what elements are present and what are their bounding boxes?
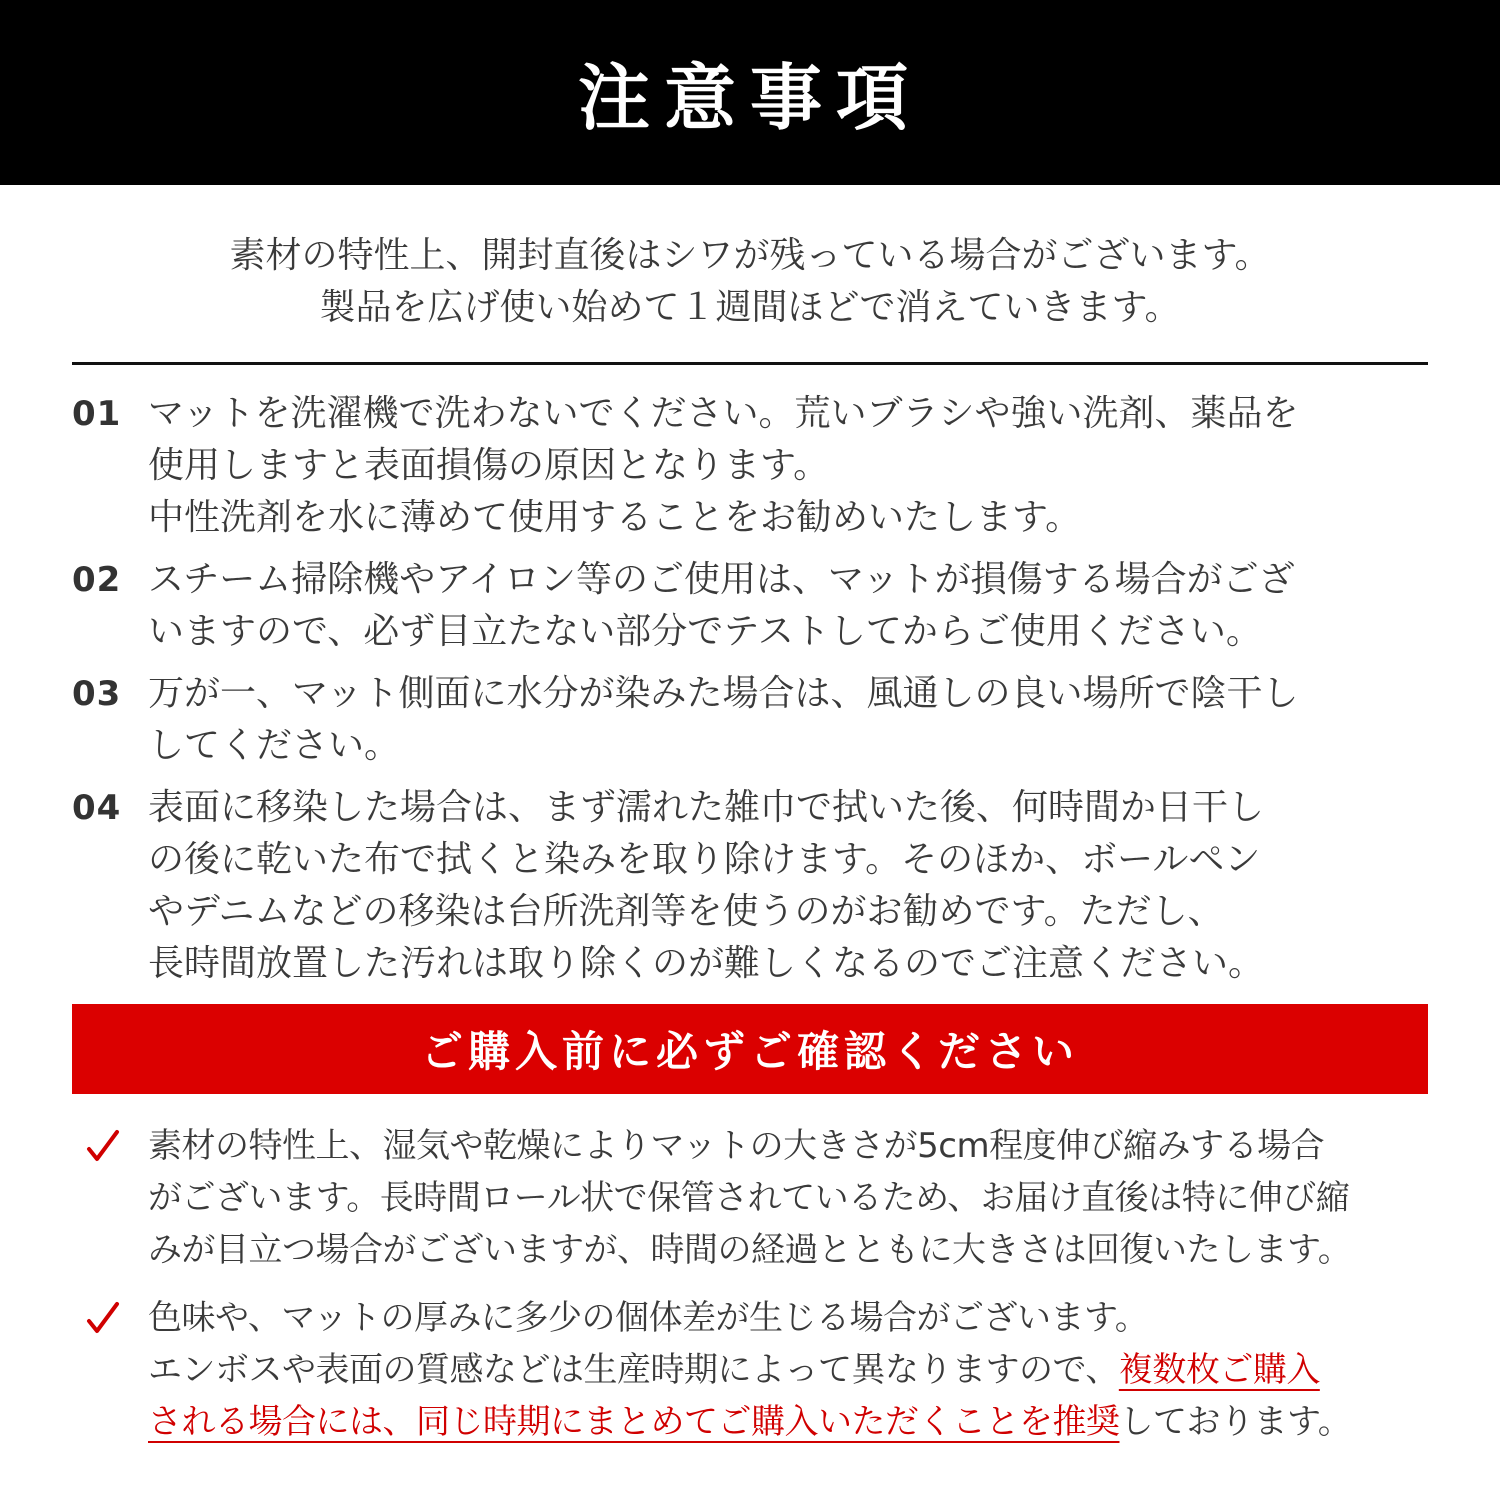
note-line: 長時間放置した汚れは取り除くのが難しくなるのでご注意ください。 [148, 943, 1265, 984]
confirm-banner [72, 1004, 1428, 1094]
note-number: 03 [72, 674, 122, 714]
note-line: してください。 [148, 725, 401, 766]
check-line: 色味や、マットの厚みに多少の個体差が生じる場合がございます。 [148, 1298, 1149, 1338]
notes-list [72, 388, 1442, 1000]
check-line [148, 1344, 1351, 1396]
intro-line: 素材の特性上、開封直後はシワが残っている場合がございます。 [229, 235, 1271, 276]
check-line-plain: しております。 [1119, 1402, 1352, 1442]
check-text [148, 1292, 1351, 1448]
note-number: 04 [72, 788, 122, 828]
intro-text [0, 230, 1500, 334]
note-line: いますので、必ず目立たない部分でテストしてからご使用ください。 [148, 611, 1262, 652]
note-line: 表面に移染した場合は、まず濡れた雑巾で拭いた後、何時間か日干し [148, 787, 1265, 828]
note-text [148, 388, 1299, 544]
check-text [148, 1120, 1351, 1276]
note-line: 中性洗剤を水に薄めて使用することをお勧めいたします。 [148, 497, 1082, 538]
check-line: みが目立つ場合がございますが、時間の経過とともに大きさは回復いたします。 [148, 1230, 1352, 1270]
check-item-1 [72, 1120, 1442, 1276]
check-line [148, 1396, 1351, 1448]
note-item-02 [72, 554, 1442, 658]
page-title: 注意事項 [577, 55, 922, 140]
note-line: スチーム掃除機やアイロン等のご使用は、マットが損傷する場合がござ [148, 559, 1295, 600]
header-bar [0, 0, 1500, 185]
note-line: 使用しますと表面損傷の原因となります。 [148, 445, 830, 486]
check-list [72, 1120, 1442, 1464]
intro-line: 製品を広げ使い始めて１週間ほどで消えていきます。 [319, 287, 1181, 328]
emphasis-text: 複数枚ご購入 [1118, 1350, 1320, 1390]
note-text [148, 668, 1299, 772]
note-line: の後に乾いた布で拭くと染みを取り除けます。そのほか、ボールペン [148, 839, 1261, 880]
check-line-plain: エンボスや表面の質感などは生産時期によって異なりますので、 [148, 1350, 1119, 1390]
checkmark-icon [72, 1292, 148, 1344]
check-line: 素材の特性上、湿気や乾燥によりマットの大きさが5cm程度伸び縮みする場合 [148, 1126, 1325, 1166]
note-number: 01 [72, 394, 122, 434]
check-item-2 [72, 1292, 1442, 1448]
check-line: がございます。長時間ロール状で保管されているため、お届け直後は特に伸び縮 [148, 1178, 1350, 1218]
note-item-03 [72, 668, 1442, 772]
note-line: マットを洗濯機で洗わないでください。荒いブラシや強い洗剤、薬品を [148, 393, 1299, 434]
note-line: 万が一、マット側面に水分が染みた場合は、風通しの良い場所で陰干し [148, 673, 1299, 714]
note-text [148, 782, 1264, 990]
section-divider [72, 362, 1428, 365]
emphasis-text: される場合には、同じ時期にまとめてご購入いただくことを推奨 [148, 1402, 1120, 1442]
note-line: やデニムなどの移染は台所洗剤等を使うのがお勧めです。ただし、 [148, 891, 1224, 932]
note-item-01 [72, 388, 1442, 544]
confirm-banner-title: ご購入前に必ずご確認ください [420, 1027, 1079, 1076]
note-number: 02 [72, 560, 122, 600]
note-item-04 [72, 782, 1442, 990]
checkmark-icon [72, 1120, 148, 1172]
note-text [148, 554, 1295, 658]
